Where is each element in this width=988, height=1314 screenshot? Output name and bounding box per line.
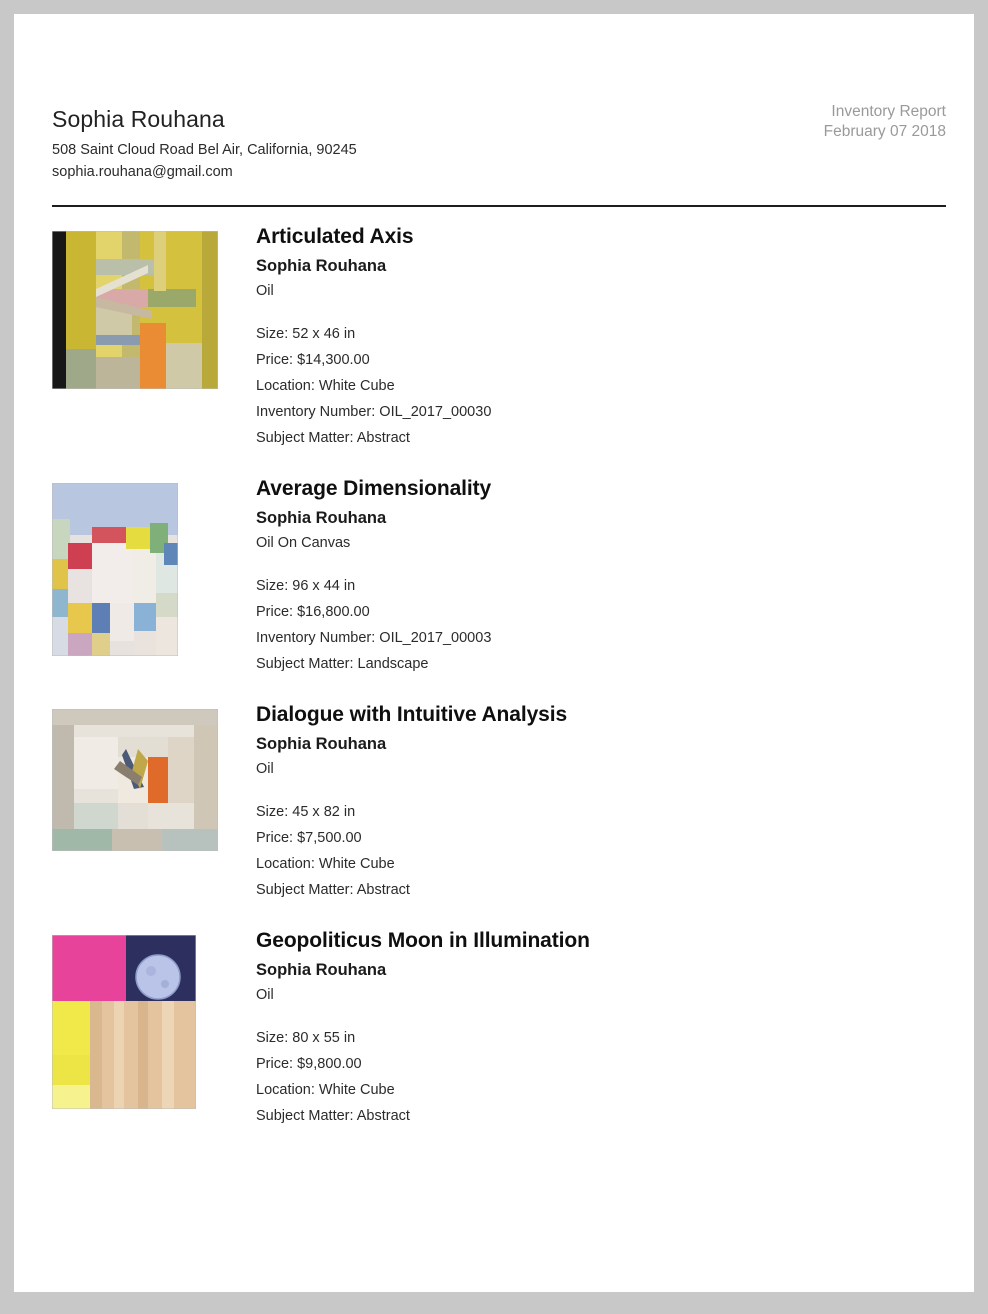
artwork-size: Size: 45 x 82 in (256, 804, 356, 820)
owner-address: 508 Saint Cloud Road Bel Air, California, 90245 (52, 142, 357, 158)
artwork-size: Size: 96 x 44 in (256, 578, 356, 594)
artwork-subject-matter: Subject Matter: Abstract (256, 882, 410, 898)
artwork-medium: Oil (256, 761, 274, 777)
artwork-size: Size: 52 x 46 in (256, 326, 356, 342)
report-meta (824, 102, 946, 142)
artwork-details (220, 477, 946, 677)
artwork-thumbnail-wrap (52, 225, 220, 389)
artwork-price: Price: $7,500.00 (256, 830, 362, 846)
artwork-details (220, 225, 946, 451)
artwork-medium: Oil On Canvas (256, 535, 351, 551)
artwork-subject-matter: Subject Matter: Abstract (256, 1108, 410, 1124)
list-item (52, 929, 946, 1129)
document-header (14, 14, 974, 183)
artwork-thumbnail-geopoliticus-moon-in-illumination (52, 935, 196, 1109)
artwork-thumbnail-dialogue-with-intuitive-analysis (52, 709, 218, 851)
artwork-artist: Sophia Rouhana (256, 961, 387, 979)
artwork-thumbnail-wrap (52, 703, 220, 851)
owner-email: sophia.rouhana@gmail.com (52, 164, 233, 180)
artwork-title: Dialogue with Intuitive Analysis (256, 703, 568, 726)
artwork-thumbnail-wrap (52, 477, 220, 656)
artwork-artist: Sophia Rouhana (256, 509, 387, 527)
artwork-thumbnail-articulated-axis (52, 231, 218, 389)
artwork-thumbnail-average-dimensionality (52, 483, 178, 656)
artwork-thumbnail-wrap (52, 929, 220, 1109)
list-item (52, 703, 946, 903)
artwork-medium: Oil (256, 987, 274, 1003)
artwork-title: Articulated Axis (256, 225, 414, 248)
report-date: February 07 2018 (823, 123, 946, 140)
artwork-artist: Sophia Rouhana (256, 257, 387, 275)
owner-name: Sophia Rouhana (52, 106, 225, 132)
document-sheet (14, 14, 974, 1292)
artwork-title: Geopoliticus Moon in Illumination (256, 929, 590, 952)
artwork-size: Size: 80 x 55 in (256, 1030, 356, 1046)
inventory-list (14, 207, 974, 1129)
artwork-subject-matter: Subject Matter: Landscape (256, 656, 429, 672)
artwork-inventory-number: Inventory Number: OIL_2017_00030 (256, 404, 492, 420)
list-item (52, 477, 946, 677)
artwork-price: Price: $14,300.00 (256, 352, 370, 368)
artwork-price: Price: $16,800.00 (256, 604, 370, 620)
artwork-location: Location: White Cube (256, 378, 395, 394)
artwork-medium: Oil (256, 283, 274, 299)
artwork-location: Location: White Cube (256, 1082, 395, 1098)
artwork-price: Price: $9,800.00 (256, 1056, 362, 1072)
artwork-details (220, 929, 946, 1129)
artwork-inventory-number: Inventory Number: OIL_2017_00003 (256, 630, 492, 646)
artwork-details (220, 703, 946, 903)
list-item (52, 225, 946, 451)
artwork-artist: Sophia Rouhana (256, 735, 387, 753)
artwork-subject-matter: Subject Matter: Abstract (256, 430, 410, 446)
artwork-location: Location: White Cube (256, 856, 395, 872)
artwork-title: Average Dimensionality (256, 477, 492, 500)
report-label: Inventory Report (831, 103, 946, 120)
